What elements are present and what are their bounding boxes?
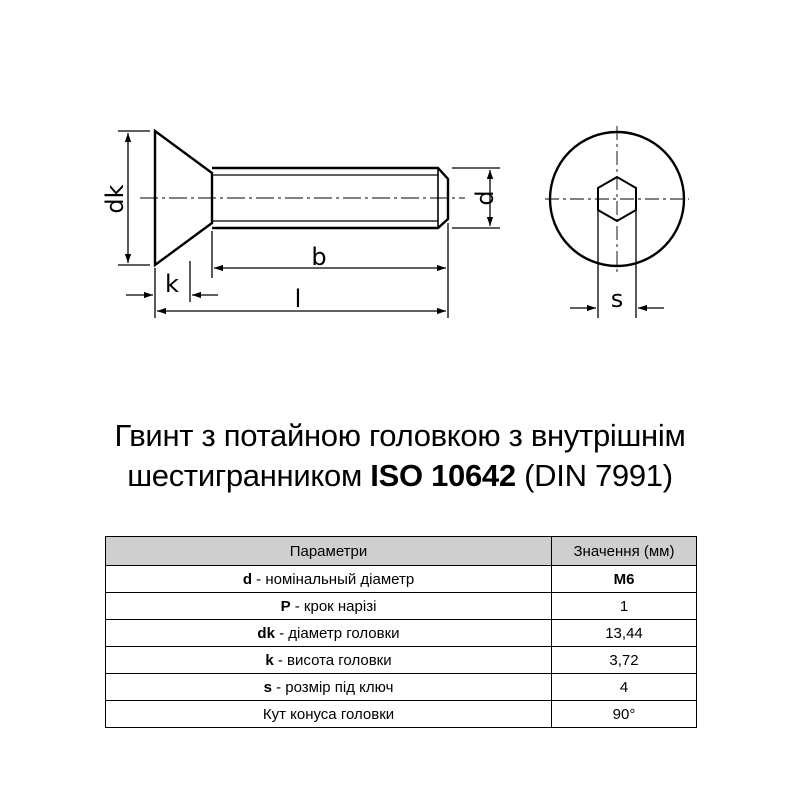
parameter-description: - діаметр головки xyxy=(274,624,400,642)
screw-side-view xyxy=(140,131,465,265)
title-line-2 xyxy=(0,456,800,496)
parameter-symbol: d xyxy=(242,570,252,588)
parameter-cell xyxy=(106,566,552,593)
parameter-symbol: s xyxy=(263,678,272,696)
value-cell: 3,72 xyxy=(552,647,697,674)
parameter-symbol: dk xyxy=(257,624,275,642)
table-row xyxy=(106,674,697,701)
d-label: d xyxy=(471,190,499,206)
parameter-description: - номінальный діаметр xyxy=(251,570,415,588)
parameter-description: - висота головки xyxy=(273,651,392,669)
screw-end-view xyxy=(545,126,689,272)
b-label: b xyxy=(311,243,327,271)
value-cell: 4 xyxy=(552,674,697,701)
parameter-cell xyxy=(106,701,552,728)
title-line-1: Гвинт з потайною головкою з внутрішнім xyxy=(114,418,686,453)
table-row xyxy=(106,593,697,620)
dk-label: dk xyxy=(101,184,129,214)
title-din: (DIN 7991) xyxy=(524,458,673,493)
parameter-cell xyxy=(106,674,552,701)
value-cell: 90° xyxy=(552,701,697,728)
parameter-symbol: k xyxy=(265,651,274,669)
parameter-cell xyxy=(106,620,552,647)
value-cell: 13,44 xyxy=(552,620,697,647)
table-row xyxy=(106,620,697,647)
title-prefix: шестигранником xyxy=(127,458,362,493)
parameter-description: - крок нарізі xyxy=(290,597,377,615)
header-parameters: Параметри xyxy=(106,537,552,566)
s-label: s xyxy=(610,285,624,313)
parameter-cell xyxy=(106,593,552,620)
title-standard: ISO 10642 xyxy=(370,458,516,493)
header-values: Значення (мм) xyxy=(552,537,697,566)
table-row xyxy=(106,566,697,593)
specifications-table xyxy=(105,536,697,728)
l-label: l xyxy=(294,285,302,313)
parameter-symbol: P xyxy=(280,597,291,615)
parameter-cell xyxy=(106,647,552,674)
product-title xyxy=(0,416,800,496)
parameter-description: - розмір під ключ xyxy=(271,678,394,696)
table-header-row xyxy=(106,537,697,566)
parameter-description: Кут конуса головки xyxy=(262,705,395,723)
value-cell: 1 xyxy=(552,593,697,620)
k-label: k xyxy=(165,270,179,298)
table-row xyxy=(106,647,697,674)
table-row xyxy=(106,701,697,728)
value-cell: M6 xyxy=(552,566,697,593)
